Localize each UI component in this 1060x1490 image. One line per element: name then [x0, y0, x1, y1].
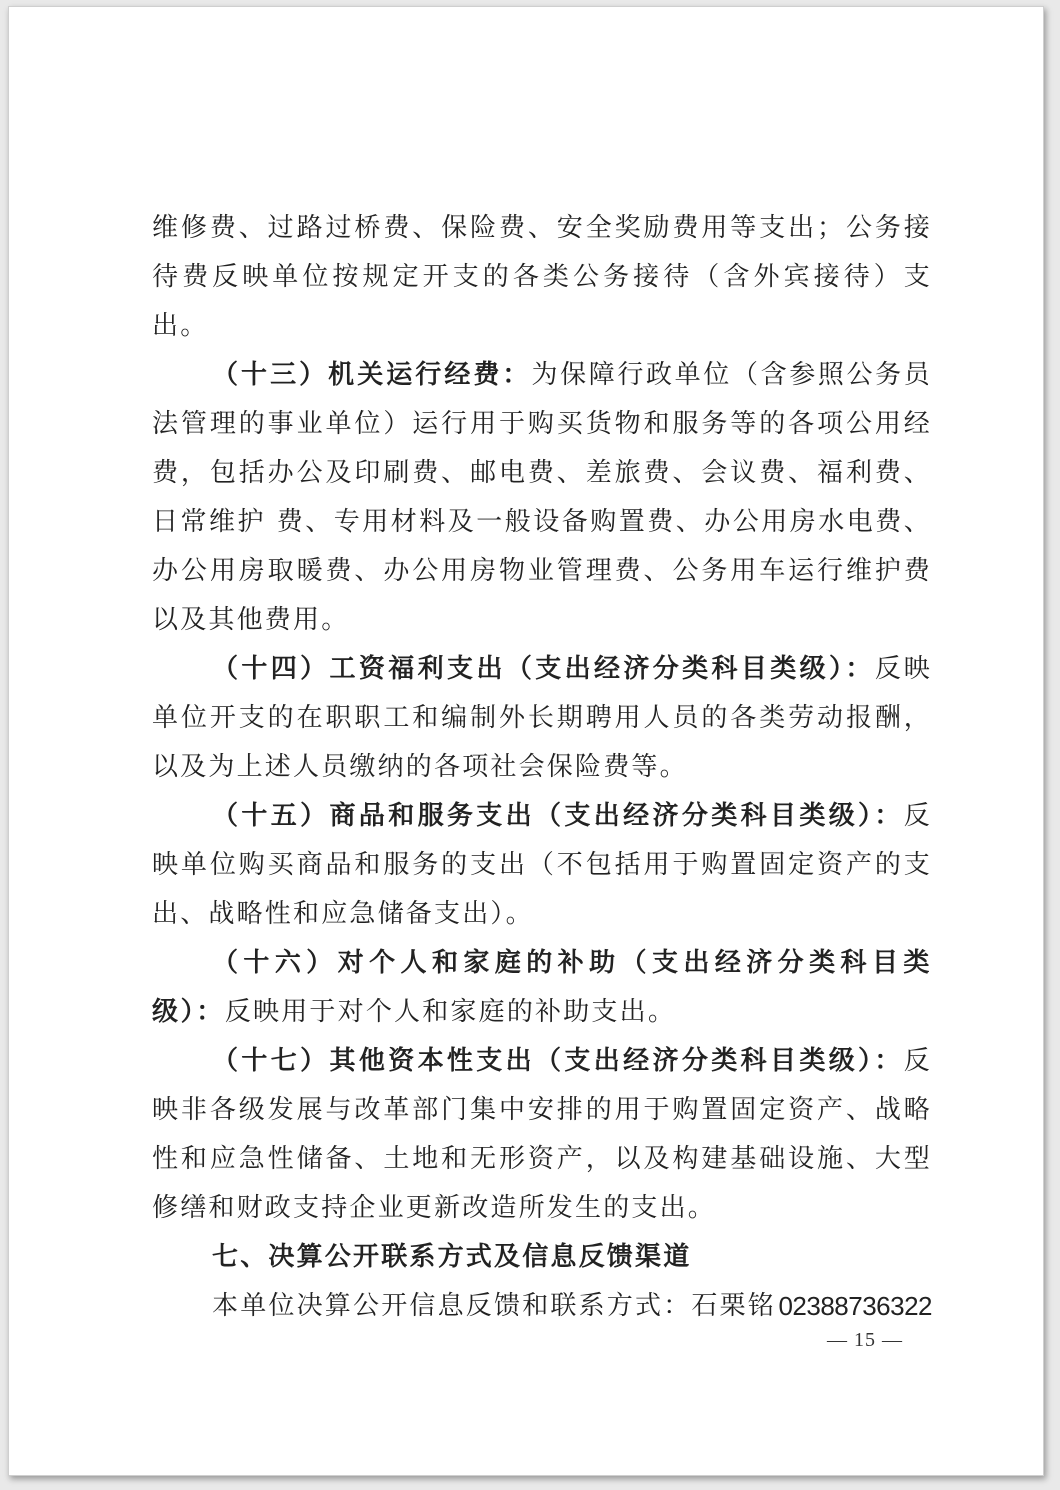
paragraph-item-13	[152, 351, 932, 645]
contact-label: 本单位决算公开信息反馈和联系方式：石栗铭	[212, 1291, 777, 1321]
paragraph-text: 反映单位购买商品和服务的支出（不包括用于购置固定资产的支出、战略性和应急储备支出）。	[152, 801, 932, 929]
document-page	[8, 6, 1044, 1476]
paragraph-item-14	[152, 645, 932, 792]
paragraph-text: 反映非各级发展与改革部门集中安排的用于购置固定资产、战略性和应急性储备、土地和无形资产，以及构建基础设施、大型修缮和财政支持企业更新改造所发生的支出。	[152, 1046, 932, 1223]
paragraph-continued	[152, 204, 932, 351]
paragraph-text: 为保障行政单位（含参照公务员法管理的事业单位）运行用于购买货物和服务等的各项公用经费，包括办公及印刷费、邮电费、差旅费、会议费、福利费、日常维护 费、专用材料及一般设备购置费、办公用房水电费、办公用房取暖费、办公用房物业管理费、公务用车运行维护费以及其他费用。	[152, 360, 932, 635]
paragraph-item-16	[152, 939, 932, 1037]
page-number: — 15 —	[827, 1329, 903, 1351]
paragraph-heading: （十七）其他资本性支出（支出经济分类科目类级）：	[212, 1046, 904, 1076]
paragraph-heading: （十三）机关运行经费：	[212, 360, 532, 390]
paragraph-item-15	[152, 792, 932, 939]
paragraph-text: 反映用于对个人和家庭的补助支出。	[224, 997, 677, 1027]
paragraph-heading: （十六）对个人和家庭的补助（支出经济分类科目类级）：	[152, 948, 932, 1027]
paragraph-heading: （十四）工资福利支出（支出经济分类科目类级）：	[212, 654, 875, 684]
page-content	[152, 204, 932, 1331]
paragraph-text: 反映单位开支的在职职工和编制外长期聘用人员的各类劳动报酬，以及为上述人员缴纳的各项社会保险费等。	[152, 654, 932, 782]
paragraph-heading: （十五）商品和服务支出（支出经济分类科目类级）：	[212, 801, 904, 831]
contact-line	[152, 1282, 932, 1331]
paragraph-item-17	[152, 1037, 932, 1233]
section-heading: 七、决算公开联系方式及信息反馈渠道	[212, 1242, 692, 1272]
contact-phone: 02388736322	[778, 1291, 932, 1321]
paragraph-text: 维修费、过路过桥费、保险费、安全奖励费用等支出；公务接待费反映单位按规定开支的各类公务接待（含外宾接待）支出。	[152, 213, 932, 341]
